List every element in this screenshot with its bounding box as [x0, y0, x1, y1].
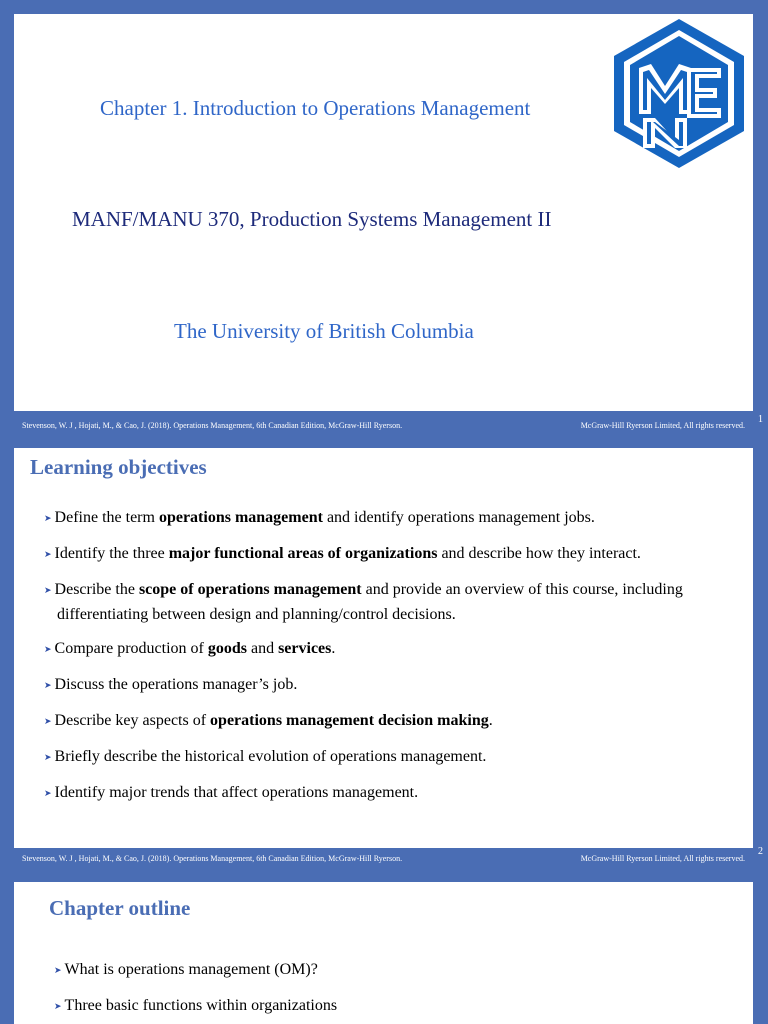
footer-rights: McGraw-Hill Ryerson Limited, All rights reserved.: [580, 853, 745, 863]
list-item: ➤ Briefly describe the historical evolution of operations management.: [44, 748, 487, 765]
footer-rights: McGraw-Hill Ryerson Limited, All rights reserved.: [580, 420, 745, 430]
university-name: The University of British Columbia: [174, 319, 474, 343]
slide-1-footer: [14, 416, 753, 434]
arrow-bullet-icon: ➤: [44, 752, 52, 762]
list-item: ➤ Three basic functions within organizations: [54, 997, 338, 1014]
footer-citation: Stevenson, W. J , Hojati, M., & Cao, J. (2018). Operations Management, 6th Canadian Edition, McGraw-Hill Ryerson.: [22, 853, 403, 863]
arrow-bullet-icon: ➤: [44, 585, 52, 595]
arrow-bullet-icon: ➤: [54, 965, 62, 975]
list-item: ➤ Compare production of goods and services.: [44, 640, 336, 657]
arrow-bullet-icon: ➤: [44, 513, 52, 523]
footer-citation: Stevenson, W. J , Hojati, M., & Cao, J. (2018). Operations Management, 6th Canadian Edition, McGraw-Hill Ryerson.: [22, 420, 403, 430]
list-item: ➤ What is operations management (OM)?: [54, 961, 318, 978]
page-number: 2: [758, 846, 763, 857]
outline-list: [54, 958, 337, 1024]
mech-engineering-hexagon-logo-icon: [609, 16, 749, 171]
list-item: ➤ Identify major trends that affect operations management.: [44, 784, 419, 801]
slide-title: Chapter 1. Introduction to Operations Management: [100, 96, 531, 120]
slide-2-footer: [14, 849, 753, 867]
list-item: ➤ Describe the scope of operations management and provide an overview of this course, including differentiating between design and planning/control decisions.: [44, 581, 683, 623]
slide-heading: Learning objectives: [30, 455, 207, 479]
arrow-bullet-icon: ➤: [44, 644, 52, 654]
slide-heading: Chapter outline: [49, 896, 191, 920]
slide-2: [14, 448, 753, 848]
list-item: ➤ Identify the three major functional areas of organizations and describe how they interact.: [44, 545, 641, 562]
arrow-bullet-icon: ➤: [54, 1001, 62, 1011]
arrow-bullet-icon: ➤: [44, 716, 52, 726]
course-name: MANF/MANU 370, Production Systems Management II: [72, 207, 552, 231]
slide-3: [14, 882, 753, 1024]
objectives-list: [44, 506, 744, 817]
slide-1: [14, 14, 753, 411]
list-item: ➤ Define the term operations management and identify operations management jobs.: [44, 509, 595, 526]
page-number: 1: [758, 414, 763, 425]
list-item: ➤ Describe key aspects of operations management decision making.: [44, 712, 493, 729]
arrow-bullet-icon: ➤: [44, 549, 52, 559]
arrow-bullet-icon: ➤: [44, 680, 52, 690]
arrow-bullet-icon: ➤: [44, 788, 52, 798]
list-item: ➤ Discuss the operations manager’s job.: [44, 676, 298, 693]
